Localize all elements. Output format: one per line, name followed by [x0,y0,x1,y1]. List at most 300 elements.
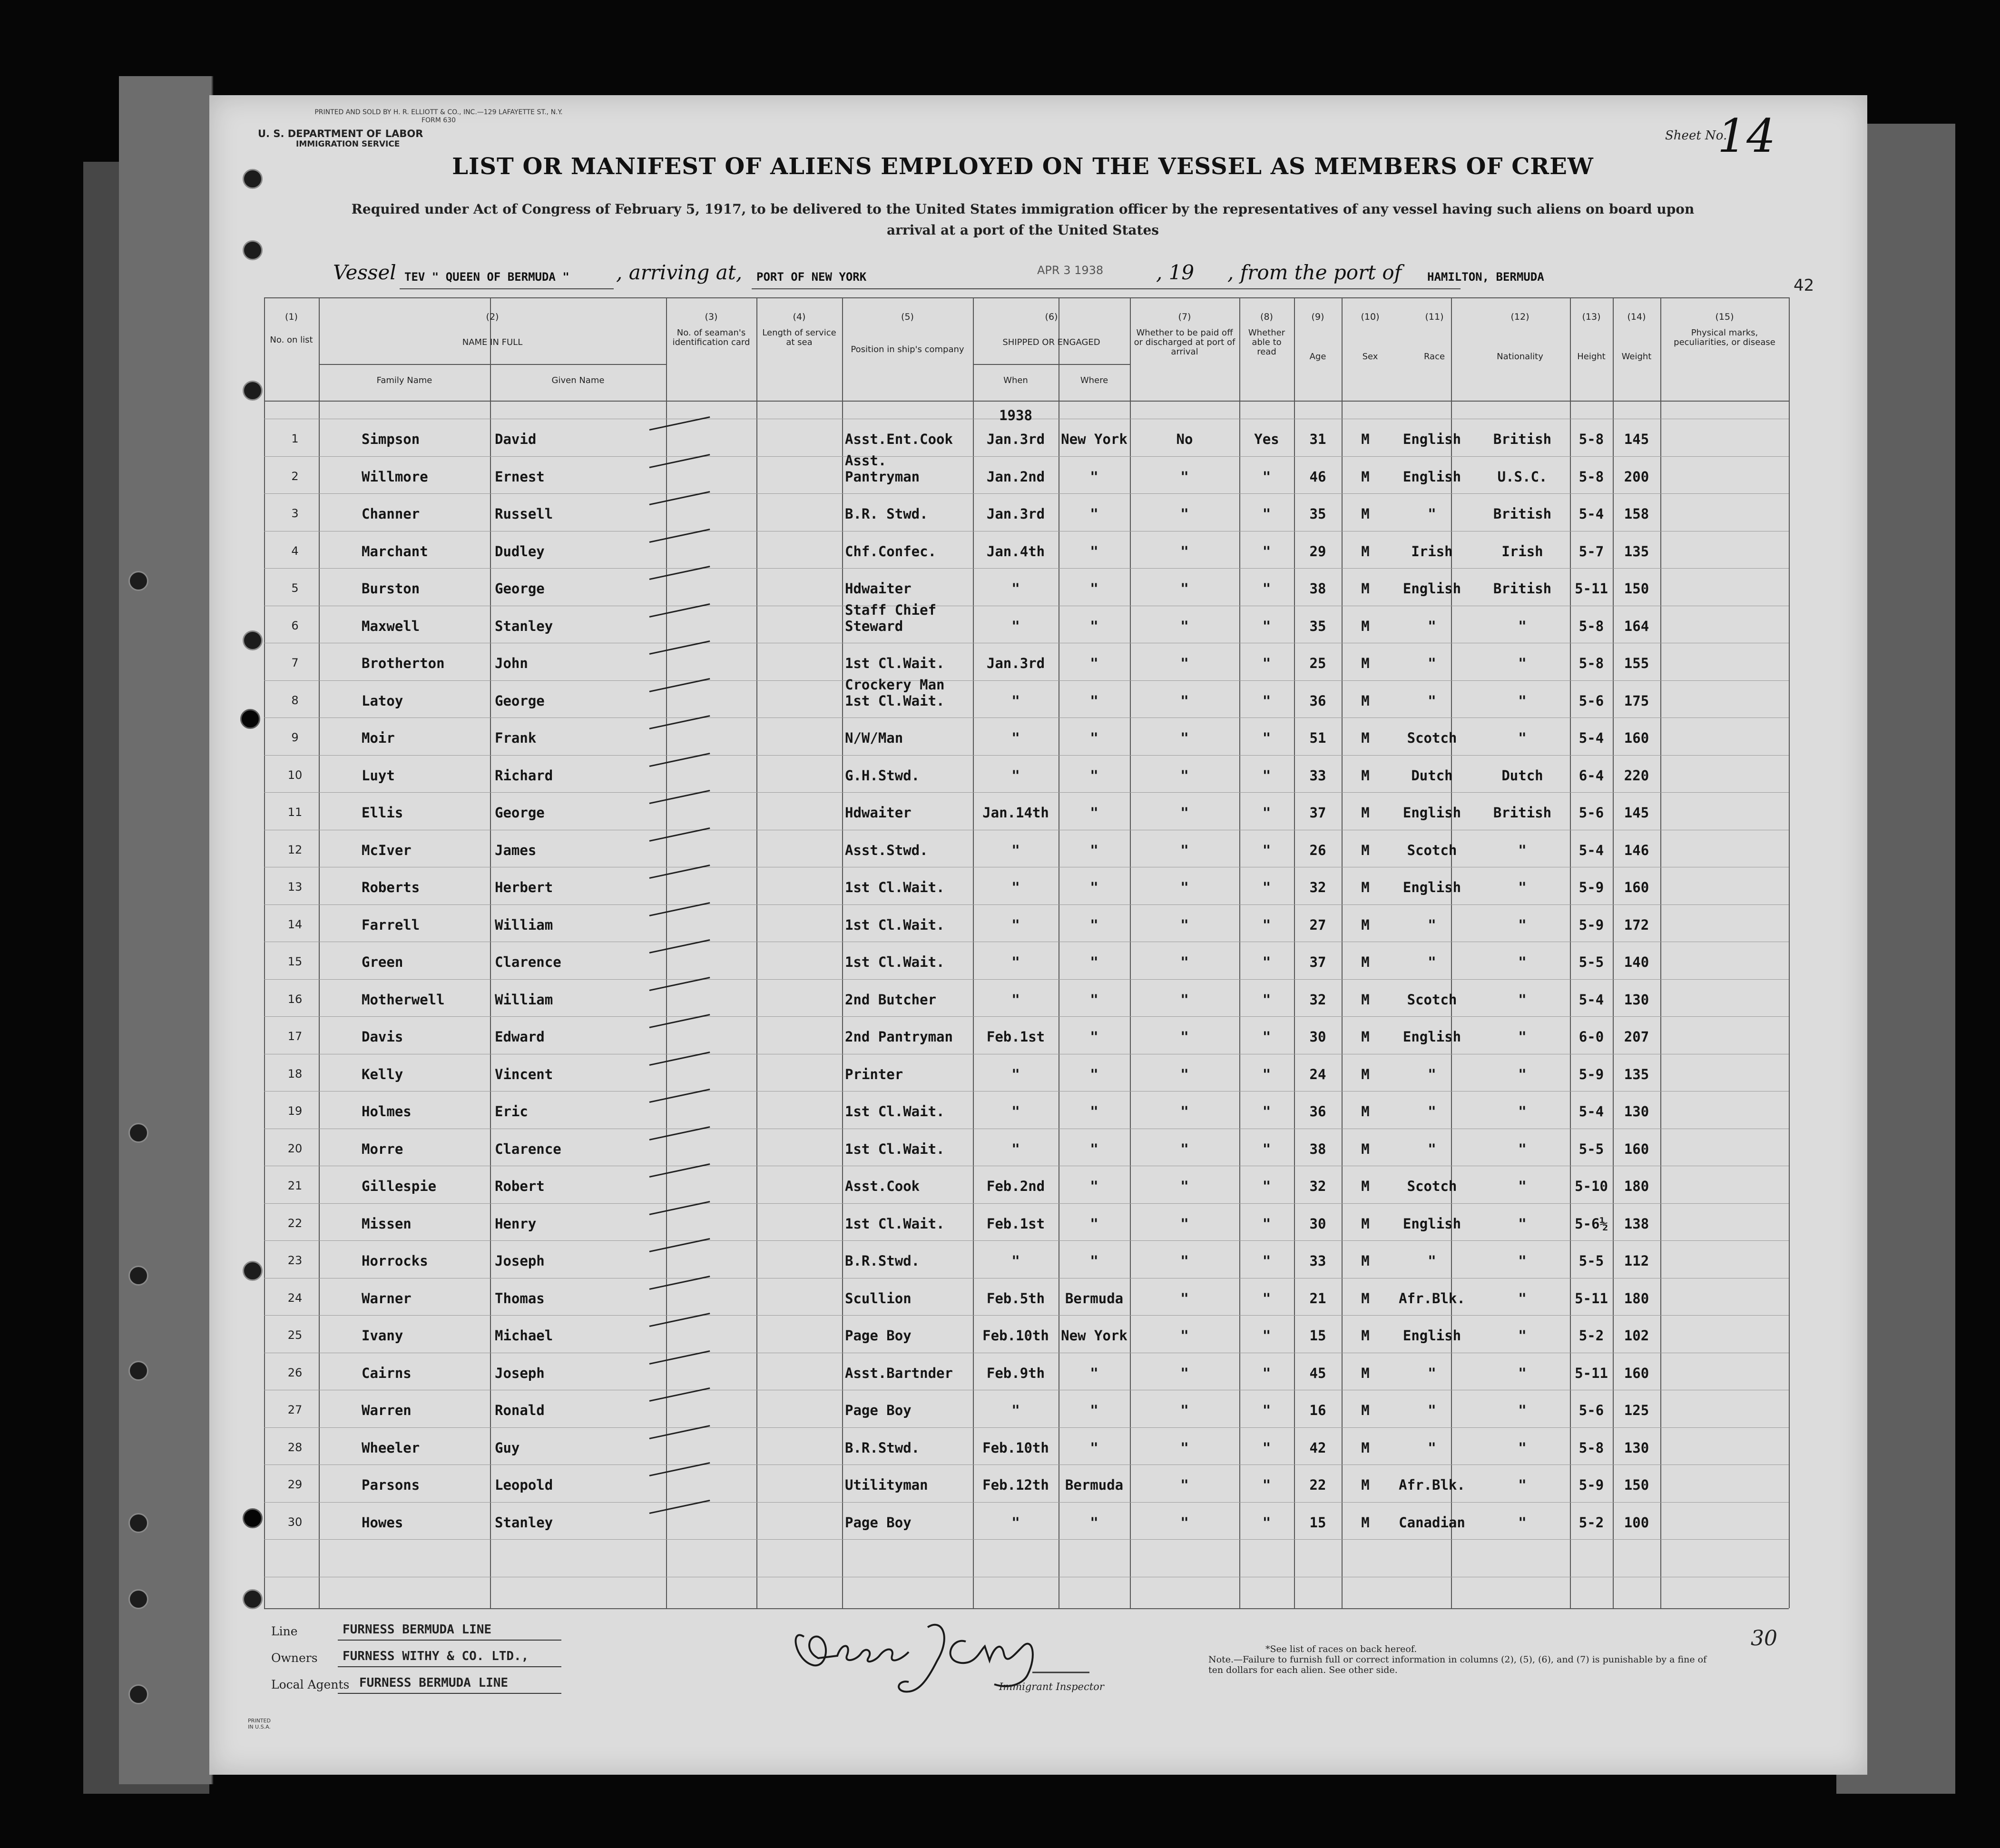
cell-where: " [1090,655,1098,671]
cell-height: 5-11 [1575,580,1608,597]
cell-position: Utilityman [845,1477,928,1493]
binding-hole [128,571,148,591]
from-port: HAMILTON, BERMUDA [1427,270,1544,284]
cell-race: " [1428,1140,1436,1157]
cell-weight: 146 [1624,842,1649,858]
cell-where: " [1090,580,1098,597]
cell-family: Gillespie [362,1178,437,1194]
year-note: 1938 [999,407,1032,423]
cell-paid: " [1180,1514,1189,1531]
cell-weight: 158 [1624,506,1649,522]
department-name: U. S. DEPARTMENT OF LABOR [258,128,423,139]
requirement-text: Required under Act of Congress of February 5, 1917, to be delivered to the United States immigration officer by the representatives of any vessel having such aliens on board upon arrival at a port of the United States [351,201,1695,238]
cell-age: 30 [1309,1215,1326,1232]
cell-height: 5-5 [1578,954,1604,970]
cell-family: Parsons [362,1477,420,1493]
column-number: (2) [486,312,499,322]
cell-read: " [1262,1103,1271,1120]
cell-race: English [1402,1215,1461,1232]
cell-age: 15 [1309,1514,1326,1531]
cell-given: Dudley [495,543,545,560]
cell-paid: " [1180,1029,1189,1045]
column-number: (15) [1715,312,1734,322]
cell-when: " [1011,767,1020,784]
cell-nationality: " [1518,1178,1527,1194]
cell-given: Vincent [495,1066,553,1082]
cell-read: " [1262,692,1271,709]
cell-position-line2: Pantryman [845,468,920,485]
cell-position: 1st Cl.Wait. [845,954,945,970]
cell-given: George [495,692,545,709]
cell-age: 33 [1309,767,1326,784]
row-rule [264,1539,1789,1540]
cell-age: 35 [1309,618,1326,634]
footer-line [271,1622,492,1638]
cell-paid: " [1180,954,1189,970]
cell-age: 21 [1309,1290,1326,1307]
cell-age: 33 [1309,1253,1326,1269]
cell-given: William [495,991,553,1008]
cell-family: Maxwell [362,618,420,634]
service-name: IMMIGRATION SERVICE [296,139,400,149]
cell-paid: " [1180,916,1189,933]
cell-height: 5-11 [1575,1365,1608,1381]
cell-position: 1st Cl.Wait. [845,655,945,671]
cell-sex: M [1361,1029,1370,1045]
cell-read: " [1262,468,1271,485]
cell-nationality: " [1518,1290,1527,1307]
row-number: 20 [287,1141,303,1155]
cell-age: 36 [1309,1103,1326,1120]
cell-sex: M [1361,916,1370,933]
cell-race: " [1428,655,1436,671]
cell-weight: 112 [1624,1253,1649,1269]
cell-age: 31 [1309,431,1326,447]
cell-when: " [1011,1103,1020,1120]
row-number: 24 [287,1291,303,1305]
column-heading: No. on list [270,335,313,345]
cell-height: 6-0 [1578,1029,1604,1045]
cell-where: " [1090,1215,1098,1232]
cell-weight: 160 [1624,879,1649,895]
cell-nationality: " [1518,1439,1527,1456]
column-number: (14) [1627,312,1646,322]
cell-age: 25 [1309,655,1326,671]
binding-hole [128,1589,148,1609]
cell-read: " [1262,1477,1271,1493]
binding-hole [128,1361,148,1381]
form-number: FORM 630 [421,117,456,124]
column-number: (4) [793,312,806,322]
cell-sex: M [1361,1066,1370,1082]
row-rule [264,1203,1789,1204]
handwritten-total: 30 [1751,1626,1777,1651]
cell-nationality: " [1518,1029,1527,1045]
cell-height: 5-4 [1578,730,1604,746]
column-number: (8) [1260,312,1273,322]
row-number: 3 [291,507,299,520]
table-column-rule [666,297,667,1608]
cell-position: 1st Cl.Wait. [845,879,945,895]
cell-paid: " [1180,805,1189,821]
cell-nationality: " [1518,1253,1527,1269]
cell-sex: M [1361,1439,1370,1456]
cell-paid: " [1180,1253,1189,1269]
row-rule [264,680,1789,681]
cell-family: Burston [362,580,420,597]
cell-given: Russell [495,506,553,522]
cell-given: Michael [495,1327,553,1344]
cell-given: George [495,580,545,597]
cell-given: Edward [495,1029,545,1045]
column-heading: Sex [1362,352,1378,362]
cell-where: " [1090,805,1098,821]
cell-read: " [1262,842,1271,858]
cell-sex: M [1361,1327,1370,1344]
cell-nationality: " [1518,1477,1527,1493]
cell-race: English [1402,805,1461,821]
cell-position: Crockery Man [845,676,945,693]
cell-position: B.R. Stwd. [845,506,928,522]
cell-sex: M [1361,1477,1370,1493]
cell-where: " [1090,618,1098,634]
cell-where: " [1090,991,1098,1008]
cell-nationality: " [1518,1365,1527,1381]
subheader-divider [490,364,491,401]
table-column-rule [490,297,491,1608]
cell-given: Henry [495,1215,537,1232]
column-heading: No. of seaman's identification card [672,328,750,347]
cell-age: 29 [1309,543,1326,560]
cell-family: Cairns [362,1365,412,1381]
column-subheading: Family Name [376,375,432,385]
cell-weight: 130 [1624,1439,1649,1456]
cell-weight: 200 [1624,468,1649,485]
cell-paid: No [1176,431,1193,447]
cell-position: Asst.Ent.Cook [845,431,953,447]
cell-weight: 164 [1624,618,1649,634]
cell-when: " [1011,991,1020,1008]
cell-sex: M [1361,842,1370,858]
cell-nationality: Dutch [1501,767,1543,784]
cell-given: Richard [495,767,553,784]
cell-where: " [1090,1402,1098,1418]
cell-position: Hdwaiter [845,580,912,597]
row-rule [264,904,1789,905]
row-number: 19 [287,1104,303,1118]
cell-when: Jan.3rd [986,506,1045,522]
cell-family: Channer [362,506,420,522]
cell-race: English [1402,431,1461,447]
cell-family: Morre [362,1140,403,1157]
table-column-rule [756,297,757,1608]
cell-nationality: " [1518,618,1527,634]
cell-read: " [1262,1365,1271,1381]
cell-height: 5-9 [1578,916,1604,933]
cell-weight: 145 [1624,431,1649,447]
cell-weight: 207 [1624,1029,1649,1045]
row-number: 15 [287,955,303,968]
sheet-label: Sheet No. [1665,128,1727,143]
cell-paid: " [1180,618,1189,634]
cell-height: 5-6½ [1575,1215,1608,1232]
row-rule [264,568,1789,569]
cell-read: " [1262,730,1271,746]
table-rule [264,401,1789,402]
row-rule [264,792,1789,793]
cell-race: Afr.Blk. [1399,1290,1465,1307]
cell-race: " [1428,954,1436,970]
cell-weight: 140 [1624,954,1649,970]
cell-nationality: " [1518,954,1527,970]
cell-read: " [1262,1178,1271,1194]
cell-sex: M [1361,580,1370,597]
column-number: (12) [1510,312,1529,322]
owners-label: Owners [271,1651,318,1665]
cell-when: " [1011,1066,1020,1082]
cell-nationality: " [1518,1327,1527,1344]
cell-read: " [1262,1439,1271,1456]
cell-sex: M [1361,1402,1370,1418]
row-number: 22 [287,1216,303,1230]
cell-age: 45 [1309,1365,1326,1381]
cell-family: Green [362,954,403,970]
cell-height: 5-6 [1578,805,1604,821]
cell-height: 5-6 [1578,692,1604,709]
sheet-number-handwritten: 14 [1717,109,1776,163]
cell-given: Stanley [495,618,553,634]
row-number: 6 [291,619,299,632]
cell-race: " [1428,618,1436,634]
cell-family: Warner [362,1290,412,1307]
cell-when: Feb.10th [982,1439,1049,1456]
row-number: 8 [291,693,299,707]
cell-nationality: " [1518,1514,1527,1531]
cell-nationality: " [1518,692,1527,709]
cell-race: English [1402,1029,1461,1045]
cell-family: Davis [362,1029,403,1045]
cell-where: " [1090,1178,1098,1194]
cell-height: 5-2 [1578,1514,1604,1531]
cell-race: Afr.Blk. [1399,1477,1465,1493]
cell-when: Jan.3rd [986,431,1045,447]
column-heading: NAME IN FULL [462,337,523,347]
cell-position: Asst. [845,452,887,469]
printer-line: PRINTED AND SOLD BY H. R. ELLIOTT & CO., INC.—129 LAFAYETTE ST., N.Y. [314,108,563,116]
table-column-rule [319,297,320,1608]
cell-age: 42 [1309,1439,1326,1456]
arriving-label: , arriving at, [616,261,743,284]
cell-read: " [1262,506,1271,522]
cell-age: 22 [1309,1477,1326,1493]
from-label: , from the port of [1227,261,1402,284]
cell-when: " [1011,618,1020,634]
cell-given: Herbert [495,879,553,895]
cell-nationality: " [1518,1402,1527,1418]
cell-race: Dutch [1411,767,1453,784]
cell-weight: 160 [1624,1140,1649,1157]
cell-weight: 125 [1624,1402,1649,1418]
row-number: 16 [287,992,303,1006]
row-number: 17 [287,1030,303,1043]
cell-read: " [1262,1327,1271,1344]
cell-height: 5-10 [1575,1178,1608,1194]
cell-position-line2: 1st Cl.Wait. [845,692,945,709]
cell-weight: 138 [1624,1215,1649,1232]
cell-read: " [1262,1029,1271,1045]
vessel-name: TEV " QUEEN OF BERMUDA " [404,270,569,284]
cell-sex: M [1361,1290,1370,1307]
subheader-rule [973,364,1130,365]
binding-hole [128,1266,148,1286]
cell-where: " [1090,1253,1098,1269]
cell-sex: M [1361,991,1370,1008]
row-number: 28 [287,1440,303,1454]
cell-paid: " [1180,580,1189,597]
cell-given: Eric [495,1103,528,1120]
cell-age: 36 [1309,692,1326,709]
cell-where: " [1090,506,1098,522]
cell-height: 5-5 [1578,1140,1604,1157]
cell-nationality: British [1493,506,1552,522]
cell-read: " [1262,1140,1271,1157]
footer-owners [271,1649,529,1665]
table-column-rule [842,297,843,1608]
cell-paid: " [1180,1178,1189,1194]
cell-height: 5-8 [1578,468,1604,485]
cell-nationality: Irish [1501,543,1543,560]
cell-height: 6-4 [1578,767,1604,784]
cell-where: " [1090,1140,1098,1157]
row-number: 25 [287,1328,303,1342]
column-heading: Physical marks, peculiarities, or disease [1674,328,1775,347]
cell-height: 5-11 [1575,1290,1608,1307]
cell-sex: M [1361,431,1370,447]
cell-age: 32 [1309,879,1326,895]
cell-sex: M [1361,618,1370,634]
cell-read: " [1262,580,1271,597]
cell-where: " [1090,879,1098,895]
cell-when: Feb.5th [986,1290,1045,1307]
cell-given: Ernest [495,468,545,485]
cell-race: Irish [1411,543,1453,560]
cell-nationality: " [1518,730,1527,746]
cell-nationality: " [1518,655,1527,671]
cell-read: " [1262,954,1271,970]
row-number: 29 [287,1478,303,1491]
year-label: , 19 [1156,261,1195,284]
cell-age: 16 [1309,1402,1326,1418]
cell-weight: 150 [1624,1477,1649,1493]
cell-where: " [1090,767,1098,784]
cell-race: English [1402,468,1461,485]
cell-height: 5-8 [1578,618,1604,634]
row-rule [264,1427,1789,1428]
cell-sex: M [1361,1253,1370,1269]
cell-where: " [1090,543,1098,560]
cell-where: " [1090,842,1098,858]
column-number: (7) [1178,312,1191,322]
cell-paid: " [1180,842,1189,858]
cell-sex: M [1361,1215,1370,1232]
column-heading: SHIPPED OR ENGAGED [1002,337,1100,347]
cell-weight: 160 [1624,1365,1649,1381]
cell-paid: " [1180,1365,1189,1381]
cell-when: Feb.2nd [986,1178,1045,1194]
cell-family: McIver [362,842,412,858]
cell-paid: " [1180,767,1189,784]
column-number: (11) [1425,312,1444,322]
penalty-note: Note.—Failure to furnish full or correct information in columns (2), (5), (6), and (7) is punishable by a fine of ten dollars for each alien. See other side. [1208,1654,1707,1675]
cell-position: 1st Cl.Wait. [845,1215,945,1232]
cell-paid: " [1180,692,1189,709]
cell-read: " [1262,879,1271,895]
cell-position: Asst.Bartnder [845,1365,953,1381]
cell-read: " [1262,1514,1271,1531]
cell-when: Jan.14th [982,805,1049,821]
row-number: 7 [291,656,299,669]
cell-position: B.R.Stwd. [845,1253,920,1269]
cell-when: Jan.4th [986,543,1045,560]
table-column-rule [1789,297,1790,1608]
cell-nationality: British [1493,580,1552,597]
cell-race: " [1428,1365,1436,1381]
cell-weight: 180 [1624,1178,1649,1194]
cell-when: " [1011,842,1020,858]
cell-race: Scotch [1407,991,1457,1008]
cell-paid: " [1180,1477,1189,1493]
cell-height: 5-8 [1578,655,1604,671]
cell-where: " [1090,954,1098,970]
cell-family: Latoy [362,692,403,709]
cell-when: " [1011,879,1020,895]
cell-race: " [1428,1402,1436,1418]
cell-position: Hdwaiter [845,805,912,821]
row-rule [264,1016,1789,1017]
column-number: (10) [1361,312,1380,322]
corner-number: 42 [1794,276,1814,295]
cell-given: John [495,655,528,671]
row-number: 30 [287,1515,303,1529]
cell-read: " [1262,543,1271,560]
footer-agents [271,1676,509,1691]
cell-paid: " [1180,543,1189,560]
row-rule [264,1240,1789,1241]
cell-age: 32 [1309,991,1326,1008]
cell-given: George [495,805,545,821]
cell-when: " [1011,730,1020,746]
row-number: 23 [287,1254,303,1267]
cell-sex: M [1361,1514,1370,1531]
cell-position: Printer [845,1066,903,1082]
cell-when: Feb.12th [982,1477,1049,1493]
cell-where: New York [1061,1327,1127,1344]
cell-where: Bermuda [1065,1290,1124,1307]
cell-sex: M [1361,692,1370,709]
cell-given: Joseph [495,1253,545,1269]
cell-position: 2nd Butcher [845,991,937,1008]
row-number: 27 [287,1403,303,1416]
binding-hole [240,709,260,729]
row-rule [264,755,1789,756]
binding-hole [128,1513,148,1533]
cell-sex: M [1361,1365,1370,1381]
cell-when: " [1011,580,1020,597]
cell-paid: " [1180,730,1189,746]
cell-sex: M [1361,879,1370,895]
cell-where: " [1090,1514,1098,1531]
table-column-rule [264,297,265,1608]
